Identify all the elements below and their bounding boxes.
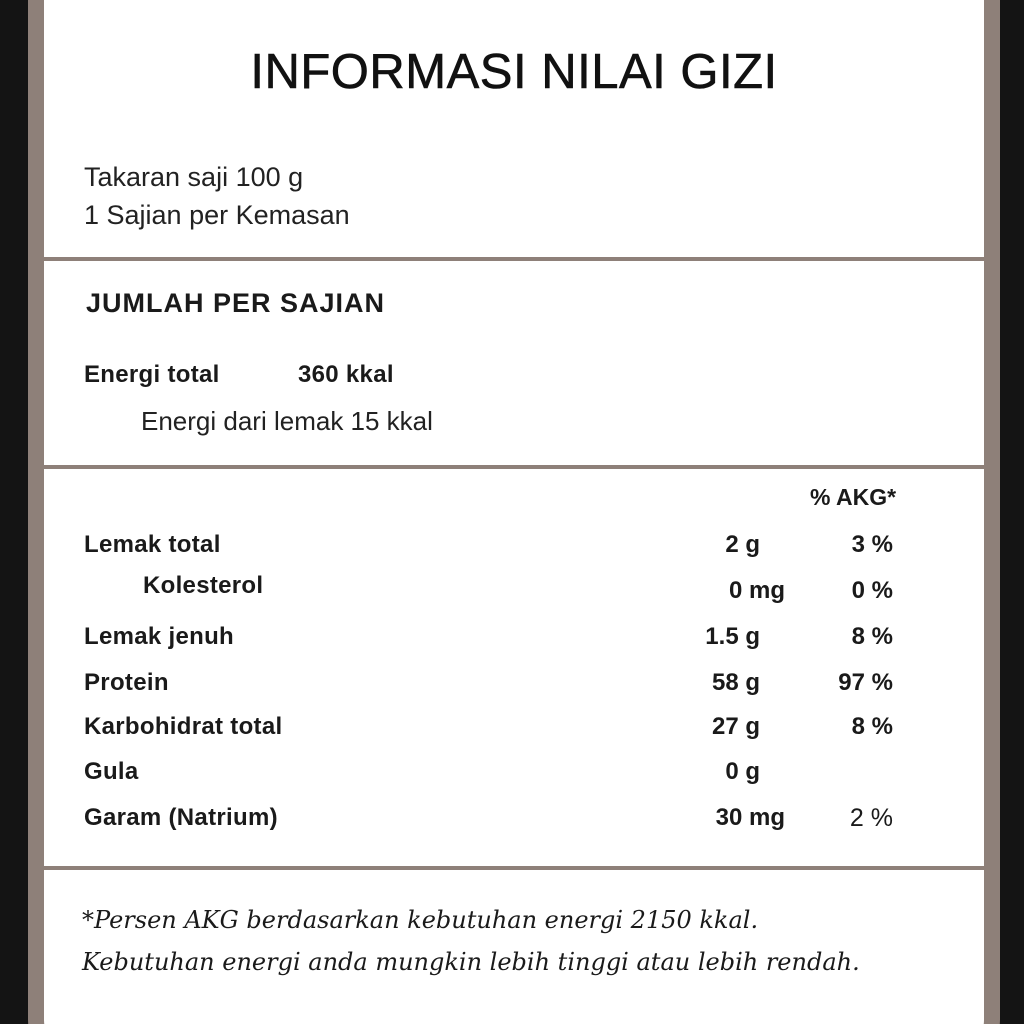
- nutrient-akg: 2 %: [849, 804, 893, 832]
- nutrient-akg: 8 %: [851, 623, 893, 650]
- akg-header: % AKG*: [810, 484, 897, 510]
- nutrient-amount: 2 g: [725, 531, 760, 558]
- nutrition-label: [44, 0, 984, 1024]
- nutrient-name: Gula: [84, 758, 139, 785]
- label-title: INFORMASI NILAI GIZI: [250, 45, 778, 99]
- nutrient-amount: 0 g: [725, 758, 760, 785]
- nutrient-akg: 8 %: [851, 713, 893, 740]
- nutrient-akg: 0 %: [851, 577, 893, 604]
- nutrient-amount: 0 mg: [728, 577, 785, 604]
- section-header: JUMLAH PER SAJIAN: [86, 288, 386, 318]
- servings-per-pack: 1 Sajian per Kemasan: [84, 200, 350, 230]
- divider-3: [44, 866, 984, 870]
- divider-1: [44, 257, 984, 261]
- energy-label: Energi total: [84, 361, 220, 388]
- nutrient-name: Garam (Natrium): [84, 804, 278, 831]
- nutrient-name: Karbohidrat total: [84, 713, 283, 740]
- serving-size: Takaran saji 100 g: [84, 162, 304, 192]
- divider-2: [44, 465, 984, 469]
- nutrient-amount: 1.5 g: [705, 623, 760, 650]
- nutrient-akg: 3 %: [851, 531, 893, 558]
- nutrient-name: Lemak total: [84, 531, 221, 558]
- footnote-line-2: Kebutuhan energi anda mungkin lebih tinggi atau lebih rendah.: [82, 948, 860, 976]
- nutrient-name: Protein: [84, 669, 169, 696]
- energy-value: 360 kkal: [298, 361, 394, 388]
- nutrient-amount: 58 g: [711, 669, 760, 696]
- nutrient-amount: 30 mg: [715, 804, 785, 831]
- nutrient-akg: 97 %: [838, 669, 893, 696]
- nutrient-name: Lemak jenuh: [84, 623, 235, 650]
- nutrient-amount: 27 g: [711, 713, 760, 740]
- nutrient-name: Kolesterol: [143, 572, 264, 599]
- footnote-line-1: *Persen AKG berdasarkan kebutuhan energi 2150 kkal.: [82, 906, 759, 934]
- fat-energy: Energi dari lemak 15 kkal: [141, 406, 433, 436]
